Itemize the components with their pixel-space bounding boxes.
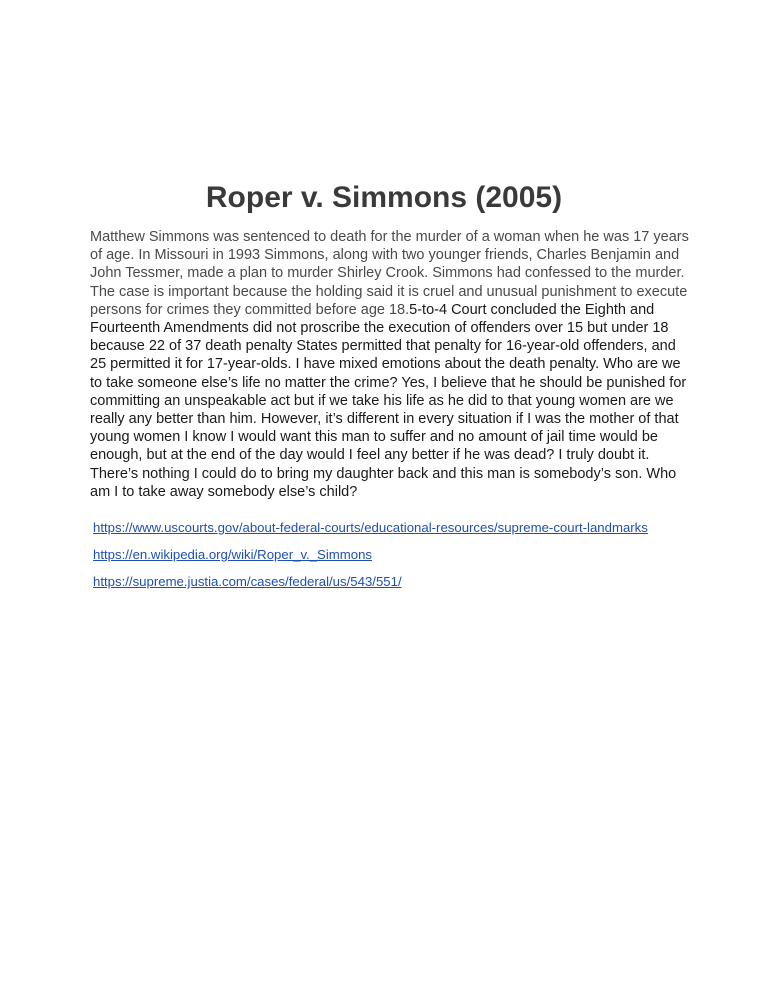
reference-links <box>93 519 733 600</box>
reference-link-justia[interactable]: https://supreme.justia.com/cases/federal/us/543/551/ <box>93 574 402 589</box>
paragraph-opinion: 5-to-4 Court concluded the Eighth and Fourteenth Amendments did not proscribe the execution of offenders over 15 but under 18 because 22 of 37 death penalty States permitted that penalty for 16-year-old offenders, and 25 permitted it for 17-year-olds. I have mixed emotions about the death penalty. Who are we to take someone else’s life no matter the crime? Yes, I believe that he should be punished for committing an unspeakable act but if we take his life as he did to that young women are we really any better than him. However, it’s different in every situation if I was the mother of that young women I know I would want this man to suffer and no amount of jail time would be enough, but at the end of the day would I feel any better if he was dead? I truly doubt it. There’s nothing I could do to bring my daughter back and this man is somebody’s son. Who am I to take away somebody else’s child? <box>90 301 687 500</box>
body-paragraph <box>90 228 690 501</box>
document-title: Roper v. Simmons (2005) <box>205 181 563 214</box>
paragraph-summary: Matthew Simmons was sentenced to death for the murder of a woman when he was 17 years of age. In Missouri in 1993 Simmons, along with two younger friends, Charles Benjamin and John Tessmer, made a plan to murder Shirley Crook. Simmons had confessed to the murder. The case is important because the holding said it is cruel and unusual punishment to execute persons for crimes they committed before age 18. <box>90 229 689 318</box>
reference-link-uscourts[interactable]: https://www.uscourts.gov/about-federal-courts/educational-resources/supreme-court-landmarks <box>93 520 648 535</box>
reference-link-wikipedia[interactable]: https://en.wikipedia.org/wiki/Roper_v._Simmons <box>93 547 373 562</box>
